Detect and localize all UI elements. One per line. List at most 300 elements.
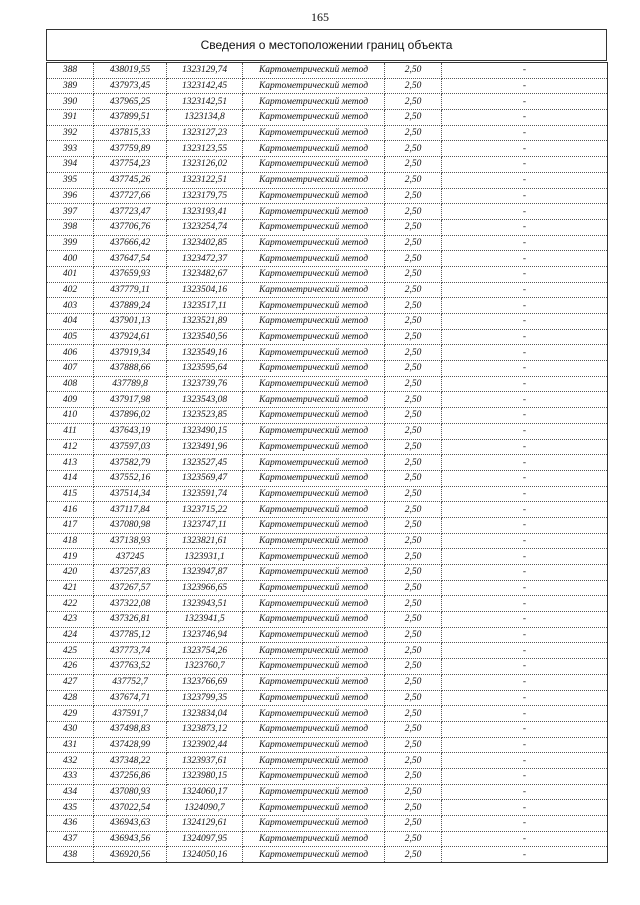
x-coordinate-cell: 437745,26: [94, 172, 167, 188]
x-coordinate-cell: 437514,34: [94, 486, 167, 502]
accuracy-cell: 2,50: [385, 439, 442, 455]
table-row: [47, 314, 608, 330]
description-cell: -: [442, 612, 608, 628]
accuracy-cell: 2,50: [385, 800, 442, 816]
description-cell: -: [442, 690, 608, 706]
y-coordinate-cell: 1323941,5: [167, 612, 243, 628]
x-coordinate-cell: 437763,52: [94, 659, 167, 675]
accuracy-cell: 2,50: [385, 298, 442, 314]
y-coordinate-cell: 1323193,41: [167, 204, 243, 220]
method-cell: Картометрический метод: [243, 596, 385, 612]
x-coordinate-cell: 437428,99: [94, 737, 167, 753]
method-cell: Картометрический метод: [243, 690, 385, 706]
x-coordinate-cell: 437348,22: [94, 753, 167, 769]
point-number-cell: 397: [47, 204, 94, 220]
point-number-cell: 395: [47, 172, 94, 188]
table-row: [47, 470, 608, 486]
y-coordinate-cell: 1323931,1: [167, 549, 243, 565]
y-coordinate-cell: 1323754,26: [167, 643, 243, 659]
boundary-coordinates-table: [46, 62, 608, 863]
accuracy-cell: 2,50: [385, 580, 442, 596]
point-number-cell: 409: [47, 392, 94, 408]
y-coordinate-cell: 1323947,87: [167, 565, 243, 581]
table-row: [47, 439, 608, 455]
table-row: [47, 596, 608, 612]
table-row: [47, 517, 608, 533]
accuracy-cell: 2,50: [385, 204, 442, 220]
point-number-cell: 393: [47, 141, 94, 157]
point-number-cell: 402: [47, 282, 94, 298]
y-coordinate-cell: 1323179,75: [167, 188, 243, 204]
y-coordinate-cell: 1323491,96: [167, 439, 243, 455]
y-coordinate-cell: 1323937,61: [167, 753, 243, 769]
y-coordinate-cell: 1323142,45: [167, 78, 243, 94]
point-number-cell: 419: [47, 549, 94, 565]
accuracy-cell: 2,50: [385, 596, 442, 612]
method-cell: Картометрический метод: [243, 125, 385, 141]
x-coordinate-cell: 437322,08: [94, 596, 167, 612]
point-number-cell: 388: [47, 63, 94, 79]
table-row: [47, 721, 608, 737]
accuracy-cell: 2,50: [385, 455, 442, 471]
y-coordinate-cell: 1323527,45: [167, 455, 243, 471]
x-coordinate-cell: 437643,19: [94, 423, 167, 439]
description-cell: -: [442, 188, 608, 204]
table-row: [47, 627, 608, 643]
point-number-cell: 428: [47, 690, 94, 706]
accuracy-cell: 2,50: [385, 125, 442, 141]
x-coordinate-cell: 437723,47: [94, 204, 167, 220]
method-cell: Картометрический метод: [243, 721, 385, 737]
accuracy-cell: 2,50: [385, 392, 442, 408]
description-cell: -: [442, 596, 608, 612]
x-coordinate-cell: 437256,86: [94, 768, 167, 784]
table-row: [47, 659, 608, 675]
table-row: [47, 800, 608, 816]
accuracy-cell: 2,50: [385, 172, 442, 188]
point-number-cell: 392: [47, 125, 94, 141]
method-cell: Картометрический метод: [243, 298, 385, 314]
method-cell: Картометрический метод: [243, 706, 385, 722]
method-cell: Картометрический метод: [243, 219, 385, 235]
y-coordinate-cell: 1323980,15: [167, 768, 243, 784]
x-coordinate-cell: 437022,54: [94, 800, 167, 816]
point-number-cell: 416: [47, 502, 94, 518]
x-coordinate-cell: 437965,25: [94, 94, 167, 110]
point-number-cell: 430: [47, 721, 94, 737]
method-cell: Картометрический метод: [243, 204, 385, 220]
description-cell: -: [442, 204, 608, 220]
x-coordinate-cell: 437754,23: [94, 157, 167, 173]
point-number-cell: 417: [47, 517, 94, 533]
description-cell: -: [442, 110, 608, 126]
accuracy-cell: 2,50: [385, 533, 442, 549]
point-number-cell: 404: [47, 314, 94, 330]
table-row: [47, 455, 608, 471]
point-number-cell: 398: [47, 219, 94, 235]
method-cell: Картометрический метод: [243, 251, 385, 267]
description-cell: -: [442, 470, 608, 486]
x-coordinate-cell: 437257,83: [94, 565, 167, 581]
accuracy-cell: 2,50: [385, 251, 442, 267]
point-number-cell: 394: [47, 157, 94, 173]
table-row: [47, 63, 608, 79]
table-row: [47, 423, 608, 439]
table-row: [47, 706, 608, 722]
point-number-cell: 429: [47, 706, 94, 722]
y-coordinate-cell: 1323254,74: [167, 219, 243, 235]
method-cell: Картометрический метод: [243, 565, 385, 581]
table-body: [47, 63, 608, 863]
description-cell: -: [442, 376, 608, 392]
table-row: [47, 188, 608, 204]
x-coordinate-cell: 437727,66: [94, 188, 167, 204]
method-cell: Картометрический метод: [243, 423, 385, 439]
point-number-cell: 391: [47, 110, 94, 126]
method-cell: Картометрический метод: [243, 627, 385, 643]
y-coordinate-cell: 1324060,17: [167, 784, 243, 800]
description-cell: -: [442, 486, 608, 502]
y-coordinate-cell: 1323746,94: [167, 627, 243, 643]
method-cell: Картометрический метод: [243, 439, 385, 455]
point-number-cell: 437: [47, 831, 94, 847]
x-coordinate-cell: 437901,13: [94, 314, 167, 330]
description-cell: -: [442, 235, 608, 251]
point-number-cell: 427: [47, 674, 94, 690]
accuracy-cell: 2,50: [385, 188, 442, 204]
point-number-cell: 403: [47, 298, 94, 314]
table-row: [47, 565, 608, 581]
y-coordinate-cell: 1324097,95: [167, 831, 243, 847]
y-coordinate-cell: 1323591,74: [167, 486, 243, 502]
x-coordinate-cell: 437917,98: [94, 392, 167, 408]
accuracy-cell: 2,50: [385, 737, 442, 753]
method-cell: Картометрический метод: [243, 392, 385, 408]
method-cell: Картометрический метод: [243, 408, 385, 424]
method-cell: Картометрический метод: [243, 674, 385, 690]
method-cell: Картометрический метод: [243, 753, 385, 769]
point-number-cell: 408: [47, 376, 94, 392]
x-coordinate-cell: 437773,74: [94, 643, 167, 659]
description-cell: -: [442, 643, 608, 659]
description-cell: -: [442, 282, 608, 298]
table-row: [47, 643, 608, 659]
method-cell: Картометрический метод: [243, 737, 385, 753]
table-row: [47, 298, 608, 314]
accuracy-cell: 2,50: [385, 376, 442, 392]
point-number-cell: 424: [47, 627, 94, 643]
point-number-cell: 434: [47, 784, 94, 800]
method-cell: Картометрический метод: [243, 329, 385, 345]
table-row: [47, 157, 608, 173]
table-row: [47, 125, 608, 141]
table-row: [47, 737, 608, 753]
x-coordinate-cell: 437759,89: [94, 141, 167, 157]
y-coordinate-cell: 1323966,65: [167, 580, 243, 596]
method-cell: Картометрический метод: [243, 376, 385, 392]
x-coordinate-cell: 436920,56: [94, 847, 167, 863]
point-number-cell: 389: [47, 78, 94, 94]
accuracy-cell: 2,50: [385, 110, 442, 126]
method-cell: Картометрический метод: [243, 517, 385, 533]
accuracy-cell: 2,50: [385, 266, 442, 282]
y-coordinate-cell: 1324090,7: [167, 800, 243, 816]
description-cell: -: [442, 78, 608, 94]
description-cell: -: [442, 627, 608, 643]
point-number-cell: 401: [47, 266, 94, 282]
method-cell: Картометрический метод: [243, 659, 385, 675]
description-cell: -: [442, 298, 608, 314]
accuracy-cell: 2,50: [385, 157, 442, 173]
description-cell: -: [442, 266, 608, 282]
table-row: [47, 768, 608, 784]
accuracy-cell: 2,50: [385, 643, 442, 659]
x-coordinate-cell: 437896,02: [94, 408, 167, 424]
method-cell: Картометрический метод: [243, 816, 385, 832]
description-cell: -: [442, 455, 608, 471]
x-coordinate-cell: 437973,45: [94, 78, 167, 94]
description-cell: -: [442, 329, 608, 345]
table-row: [47, 94, 608, 110]
x-coordinate-cell: 437267,57: [94, 580, 167, 596]
method-cell: Картометрический метод: [243, 549, 385, 565]
description-cell: -: [442, 408, 608, 424]
y-coordinate-cell: 1323747,11: [167, 517, 243, 533]
method-cell: Картометрический метод: [243, 831, 385, 847]
accuracy-cell: 2,50: [385, 141, 442, 157]
table-row: [47, 502, 608, 518]
description-cell: -: [442, 816, 608, 832]
y-coordinate-cell: 1323504,16: [167, 282, 243, 298]
y-coordinate-cell: 1323472,37: [167, 251, 243, 267]
x-coordinate-cell: 437080,93: [94, 784, 167, 800]
table-row: [47, 235, 608, 251]
method-cell: Картометрический метод: [243, 345, 385, 361]
y-coordinate-cell: 1323766,69: [167, 674, 243, 690]
method-cell: Картометрический метод: [243, 470, 385, 486]
table-row: [47, 549, 608, 565]
point-number-cell: 399: [47, 235, 94, 251]
x-coordinate-cell: 436943,56: [94, 831, 167, 847]
point-number-cell: 418: [47, 533, 94, 549]
point-number-cell: 436: [47, 816, 94, 832]
table-row: [47, 282, 608, 298]
table-row: [47, 784, 608, 800]
y-coordinate-cell: 1323523,85: [167, 408, 243, 424]
x-coordinate-cell: 436943,63: [94, 816, 167, 832]
point-number-cell: 415: [47, 486, 94, 502]
x-coordinate-cell: 437779,11: [94, 282, 167, 298]
accuracy-cell: 2,50: [385, 235, 442, 251]
y-coordinate-cell: 1323739,76: [167, 376, 243, 392]
table-row: [47, 376, 608, 392]
description-cell: -: [442, 847, 608, 863]
description-cell: -: [442, 800, 608, 816]
point-number-cell: 432: [47, 753, 94, 769]
table-row: [47, 251, 608, 267]
x-coordinate-cell: 437785,12: [94, 627, 167, 643]
table-row: [47, 141, 608, 157]
method-cell: Картометрический метод: [243, 110, 385, 126]
accuracy-cell: 2,50: [385, 721, 442, 737]
accuracy-cell: 2,50: [385, 63, 442, 79]
page-number: 165: [311, 10, 329, 24]
description-cell: -: [442, 172, 608, 188]
x-coordinate-cell: 437117,84: [94, 502, 167, 518]
y-coordinate-cell: 1323126,02: [167, 157, 243, 173]
accuracy-cell: 2,50: [385, 831, 442, 847]
accuracy-cell: 2,50: [385, 329, 442, 345]
description-cell: -: [442, 94, 608, 110]
description-cell: -: [442, 674, 608, 690]
description-cell: -: [442, 423, 608, 439]
point-number-cell: 423: [47, 612, 94, 628]
method-cell: Картометрический метод: [243, 580, 385, 596]
y-coordinate-cell: 1323799,35: [167, 690, 243, 706]
x-coordinate-cell: 437752,7: [94, 674, 167, 690]
accuracy-cell: 2,50: [385, 408, 442, 424]
description-cell: -: [442, 580, 608, 596]
accuracy-cell: 2,50: [385, 517, 442, 533]
method-cell: Картометрический метод: [243, 800, 385, 816]
point-number-cell: 411: [47, 423, 94, 439]
x-coordinate-cell: 437789,8: [94, 376, 167, 392]
description-cell: -: [442, 219, 608, 235]
section-header: [46, 29, 607, 61]
y-coordinate-cell: 1323873,12: [167, 721, 243, 737]
y-coordinate-cell: 1323715,22: [167, 502, 243, 518]
accuracy-cell: 2,50: [385, 486, 442, 502]
method-cell: Картометрический метод: [243, 502, 385, 518]
x-coordinate-cell: 437080,98: [94, 517, 167, 533]
x-coordinate-cell: 437245: [94, 549, 167, 565]
y-coordinate-cell: 1324050,16: [167, 847, 243, 863]
x-coordinate-cell: 437138,93: [94, 533, 167, 549]
description-cell: -: [442, 502, 608, 518]
y-coordinate-cell: 1323540,56: [167, 329, 243, 345]
description-cell: -: [442, 361, 608, 377]
point-number-cell: 414: [47, 470, 94, 486]
accuracy-cell: 2,50: [385, 282, 442, 298]
point-number-cell: 413: [47, 455, 94, 471]
point-number-cell: 426: [47, 659, 94, 675]
x-coordinate-cell: 437659,93: [94, 266, 167, 282]
point-number-cell: 410: [47, 408, 94, 424]
table-row: [47, 753, 608, 769]
description-cell: -: [442, 784, 608, 800]
method-cell: Картометрический метод: [243, 612, 385, 628]
x-coordinate-cell: 437597,03: [94, 439, 167, 455]
point-number-cell: 412: [47, 439, 94, 455]
point-number-cell: 405: [47, 329, 94, 345]
y-coordinate-cell: 1323122,51: [167, 172, 243, 188]
accuracy-cell: 2,50: [385, 753, 442, 769]
y-coordinate-cell: 1323902,44: [167, 737, 243, 753]
table-row: [47, 219, 608, 235]
x-coordinate-cell: 437582,79: [94, 455, 167, 471]
description-cell: -: [442, 439, 608, 455]
accuracy-cell: 2,50: [385, 674, 442, 690]
table-row: [47, 204, 608, 220]
method-cell: Картометрический метод: [243, 455, 385, 471]
method-cell: Картометрический метод: [243, 847, 385, 863]
description-cell: -: [442, 63, 608, 79]
method-cell: Картометрический метод: [243, 361, 385, 377]
accuracy-cell: 2,50: [385, 94, 442, 110]
point-number-cell: 407: [47, 361, 94, 377]
point-number-cell: 400: [47, 251, 94, 267]
y-coordinate-cell: 1323521,89: [167, 314, 243, 330]
description-cell: -: [442, 753, 608, 769]
point-number-cell: 390: [47, 94, 94, 110]
method-cell: Картометрический метод: [243, 63, 385, 79]
method-cell: Картометрический метод: [243, 235, 385, 251]
point-number-cell: 425: [47, 643, 94, 659]
table-row: [47, 345, 608, 361]
accuracy-cell: 2,50: [385, 706, 442, 722]
method-cell: Картометрический метод: [243, 78, 385, 94]
description-cell: -: [442, 314, 608, 330]
table-row: [47, 408, 608, 424]
x-coordinate-cell: 437674,71: [94, 690, 167, 706]
y-coordinate-cell: 1323482,67: [167, 266, 243, 282]
method-cell: Картометрический метод: [243, 784, 385, 800]
x-coordinate-cell: 437924,61: [94, 329, 167, 345]
accuracy-cell: 2,50: [385, 768, 442, 784]
table-row: [47, 816, 608, 832]
table-row: [47, 266, 608, 282]
table-row: [47, 486, 608, 502]
accuracy-cell: 2,50: [385, 816, 442, 832]
description-cell: -: [442, 831, 608, 847]
description-cell: -: [442, 517, 608, 533]
y-coordinate-cell: 1323134,8: [167, 110, 243, 126]
description-cell: -: [442, 345, 608, 361]
point-number-cell: 433: [47, 768, 94, 784]
method-cell: Картометрический метод: [243, 282, 385, 298]
y-coordinate-cell: 1323569,47: [167, 470, 243, 486]
y-coordinate-cell: 1323943,51: [167, 596, 243, 612]
description-cell: -: [442, 251, 608, 267]
y-coordinate-cell: 1323760,7: [167, 659, 243, 675]
accuracy-cell: 2,50: [385, 627, 442, 643]
description-cell: -: [442, 125, 608, 141]
table-row: [47, 533, 608, 549]
table-row: [47, 674, 608, 690]
description-cell: -: [442, 768, 608, 784]
section-title: Сведения о местоположении границ объекта: [200, 38, 453, 52]
accuracy-cell: 2,50: [385, 659, 442, 675]
accuracy-cell: 2,50: [385, 219, 442, 235]
table-row: [47, 78, 608, 94]
table-row: [47, 110, 608, 126]
x-coordinate-cell: 437888,66: [94, 361, 167, 377]
y-coordinate-cell: 1323517,11: [167, 298, 243, 314]
description-cell: -: [442, 721, 608, 737]
point-number-cell: 422: [47, 596, 94, 612]
description-cell: -: [442, 549, 608, 565]
x-coordinate-cell: 437899,51: [94, 110, 167, 126]
accuracy-cell: 2,50: [385, 690, 442, 706]
x-coordinate-cell: 437889,24: [94, 298, 167, 314]
table-row: [47, 847, 608, 863]
table-row: [47, 612, 608, 628]
table-row: [47, 329, 608, 345]
method-cell: Картометрический метод: [243, 172, 385, 188]
y-coordinate-cell: 1323595,64: [167, 361, 243, 377]
y-coordinate-cell: 1323129,74: [167, 63, 243, 79]
description-cell: -: [442, 141, 608, 157]
